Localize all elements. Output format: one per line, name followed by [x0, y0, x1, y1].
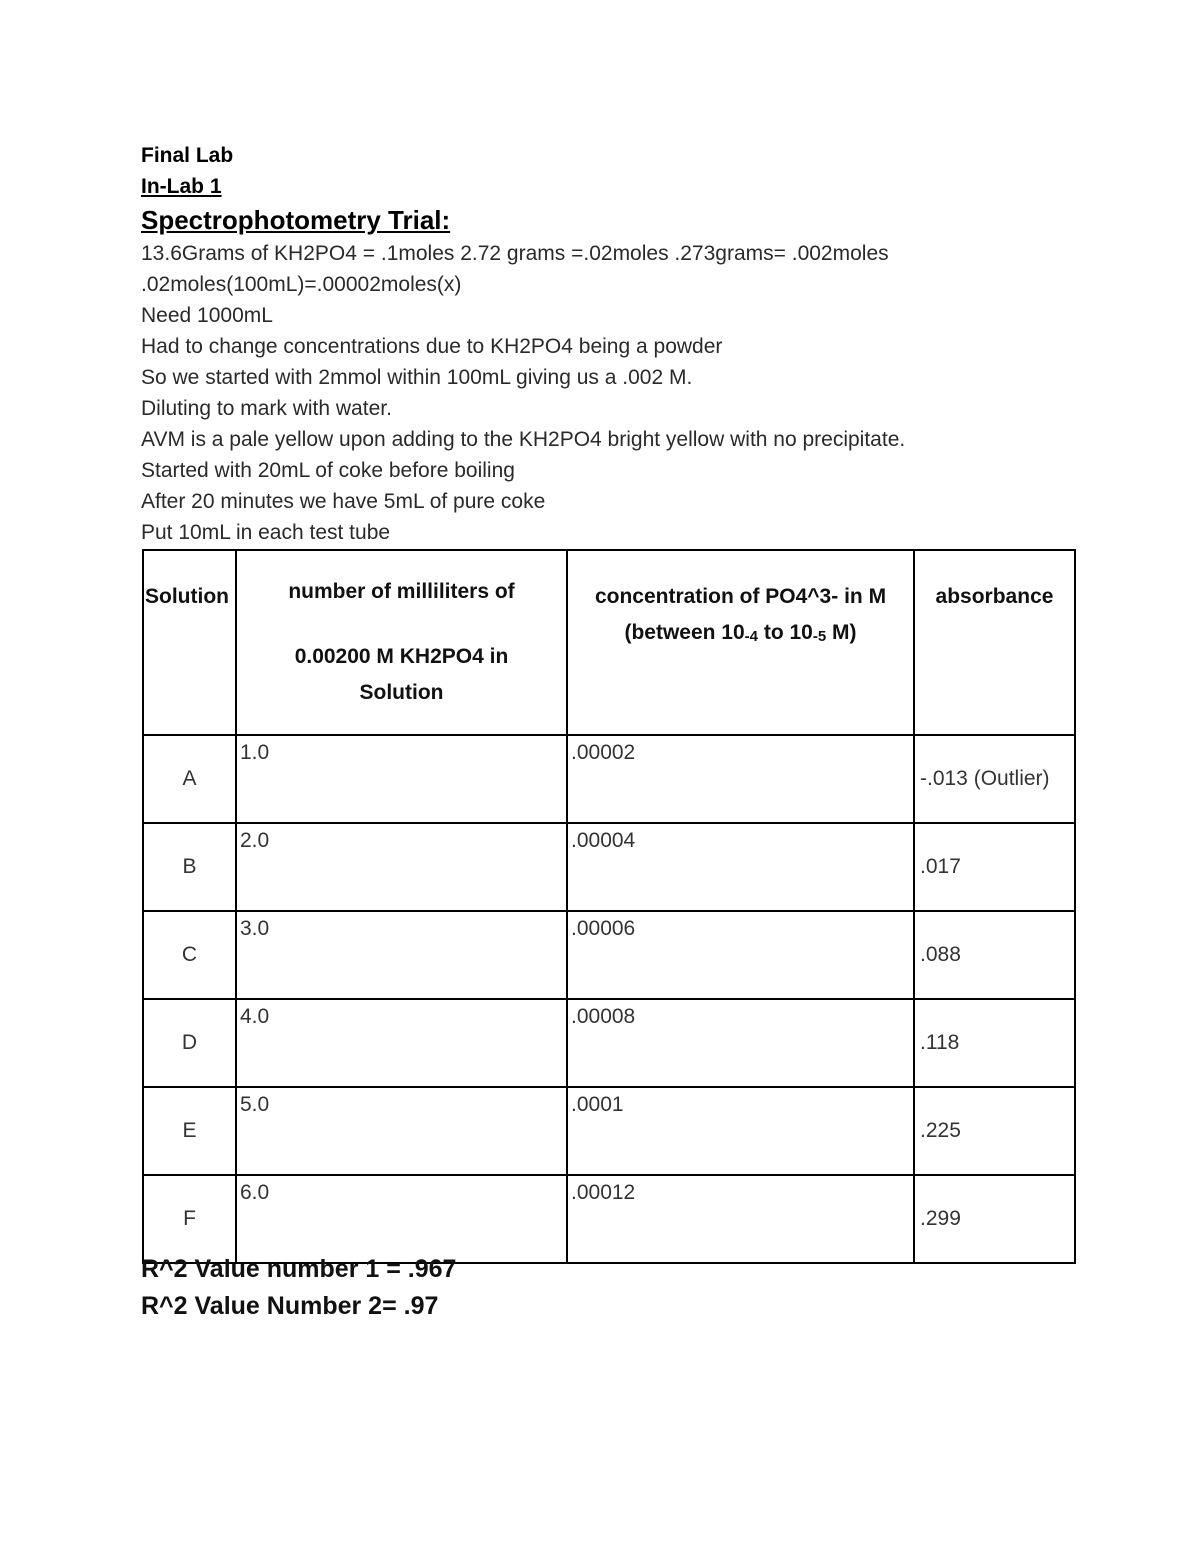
cell-concentration: .0001 [567, 1087, 914, 1175]
cell-ml: 1.0 [236, 735, 567, 823]
cell-concentration: .00004 [567, 823, 914, 911]
table-row [143, 1175, 1075, 1263]
cell-absorbance: .118 [914, 999, 1075, 1087]
cell-ml: 2.0 [236, 823, 567, 911]
header-solution [143, 550, 236, 735]
section-title: Spectrophotometry Trial: [141, 205, 451, 235]
header-absorbance-label: absorbance [935, 585, 1054, 608]
note-line: AVM is a pale yellow upon adding to the KH2PO4 bright yellow with no precipitate. [141, 428, 906, 451]
cell-solution: D [143, 999, 236, 1087]
cell-absorbance: .088 [914, 911, 1075, 999]
r-squared-value-2: R^2 Value Number 2= .97 [141, 1292, 439, 1320]
note-line: Had to change concentrations due to KH2PO4 being a powder [141, 335, 723, 358]
header-conc-line1: concentration of PO4^3- in M [594, 585, 887, 608]
note-line: 13.6Grams of KH2PO4 = .1moles 2.72 grams =.02moles .273grams= .002moles [141, 242, 889, 265]
cell-ml: 6.0 [236, 1175, 567, 1263]
cell-solution: E [143, 1087, 236, 1175]
header-absorbance [914, 550, 1075, 735]
header-solution-label: Solution [145, 585, 229, 608]
note-line: So we started with 2mmol within 100mL giving us a .002 M. [141, 366, 693, 389]
cell-ml: 4.0 [236, 999, 567, 1087]
note-line: Need 1000mL [141, 304, 273, 327]
header-conc-line2: (between $10_{-4}$ to $10_{-5}$ M) [624, 621, 857, 645]
note-line: Diluting to mark with water. [141, 397, 392, 420]
header-ml-line3: Solution [359, 681, 444, 704]
note-line: Started with 20mL of coke before boiling [141, 459, 515, 482]
cell-solution: B [143, 823, 236, 911]
document-subtitle: In-Lab 1 [141, 175, 222, 198]
cell-concentration: .00012 [567, 1175, 914, 1263]
cell-concentration: .00002 [567, 735, 914, 823]
header-concentration [567, 550, 914, 735]
note-line: Put 10mL in each test tube [141, 521, 391, 544]
cell-solution: F [143, 1175, 236, 1263]
cell-absorbance: .299 [914, 1175, 1075, 1263]
cell-solution: A [143, 735, 236, 823]
cell-absorbance: .017 [914, 823, 1075, 911]
spectrophotometry-table [142, 549, 1076, 1264]
cell-concentration: .00008 [567, 999, 914, 1087]
cell-ml: 3.0 [236, 911, 567, 999]
r-squared-value-1: R^2 Value number 1 = .967 [141, 1255, 457, 1283]
table-row [143, 911, 1075, 999]
header-ml-line2: 0.00200 M KH2PO4 in [294, 645, 509, 668]
lab-notes [141, 238, 1091, 548]
header-milliliters [236, 550, 567, 735]
table-row [143, 735, 1075, 823]
table-row [143, 999, 1075, 1087]
note-line: After 20 minutes we have 5mL of pure coke [141, 490, 546, 513]
cell-concentration: .00006 [567, 911, 914, 999]
table-row [143, 1087, 1075, 1175]
cell-absorbance: .225 [914, 1087, 1075, 1175]
cell-absorbance: -.013 (Outlier) [914, 735, 1075, 823]
document-title: Final Lab [141, 144, 234, 167]
header-ml-line1: number of milliliters of [288, 580, 515, 603]
table-header-row [143, 550, 1075, 735]
note-line: .02moles(100mL)=.00002moles(x) [141, 273, 462, 296]
table-row [143, 823, 1075, 911]
cell-ml: 5.0 [236, 1087, 567, 1175]
cell-solution: C [143, 911, 236, 999]
